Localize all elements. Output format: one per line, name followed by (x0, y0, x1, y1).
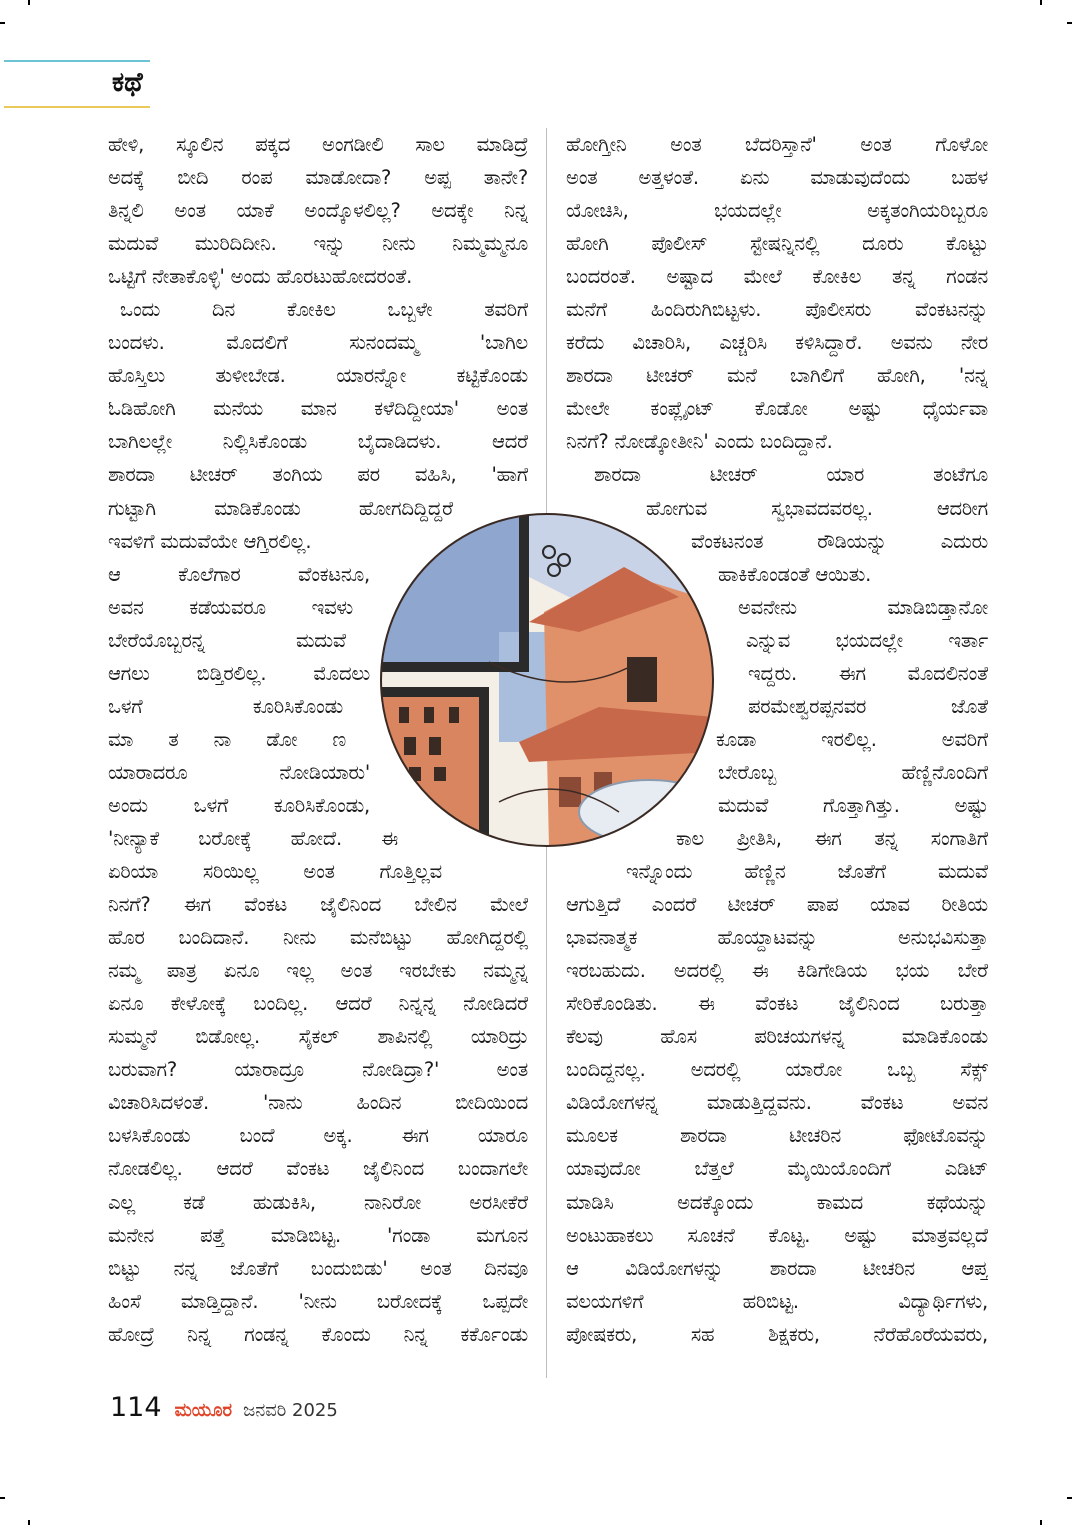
text-line: 'ನೀನ್ಯಾಕೆ ಬರೋಕ್ಕೆ ಹೋದೆ. ಈ (108, 826, 398, 850)
crop-mark (28, 0, 30, 5)
issue-date: ಜನವರಿ 2025 (243, 1400, 338, 1421)
text-line: ಅವನೇನು ಮಾಡಿಬಿಡ್ತಾನೋ (738, 595, 988, 619)
text-line: ವಲಯಗಳಿಗೆ ಹರಿಬಿಟ್ಟ. ವಿದ್ಯಾರ್ಥಿಗಳು, (566, 1289, 988, 1313)
text-line: ಶಾರದಾ ಟೀಚರ್ ತಂಗಿಯ ಪರ ವಹಿಸಿ, 'ಹಾಗೆ (108, 463, 528, 487)
text-line: ಓಡಿಹೋಗಿ ಮನೆಯ ಮಾನ ಕಳೆದಿದ್ದೀಯಾ' ಅಂತ (108, 397, 528, 421)
text-line: ಯೋಚಿಸಿ, ಭಯದಲ್ಲೇ ಅಕ್ಕತಂಗಿಯರಿಬ್ಬರೂ (566, 199, 988, 223)
crop-mark (0, 22, 5, 24)
text-line: ಮಾಡಿಸಿ ಅದಕ್ಕೊಂದು ಕಾಮದ ಕಥೆಯನ್ನು (566, 1190, 988, 1214)
text-line: ಭಾವನಾತ್ಮಕ ಹೊಯ್ದಾಟವನ್ನು ಅನುಭವಿಸುತ್ತಾ (566, 926, 988, 950)
text-line: ಹಾಕಿಕೊಂಡಂತೆ ಆಯಿತು. (718, 562, 872, 586)
text-line: ಪೋಷಕರು, ಸಹ ಶಿಕ್ಷಕರು, ನೆರೆಹೊರೆಯವರು, (566, 1322, 988, 1346)
text-line: ನಮ್ಮ ಪಾತ್ರ ಏನೂ ಇಲ್ಲ ಅಂತ ಇರಬೇಕು ನಮ್ಮನ್ನ (108, 959, 528, 983)
text-line: ವಿಚಾರಿಸಿದಳಂತೆ. 'ನಾನು ಹಿಂದಿನ ಬೀದಿಯಿಂದ (108, 1091, 528, 1115)
story-illustration (379, 512, 715, 848)
text-line: ಮನೇನ ಪತ್ತೆ ಮಾಡಿಬಿಟ್ಟ. 'ಗಂಡಾ ಮಗೂನ (108, 1223, 528, 1247)
text-line: ಕಾಲ ಪ್ರೀತಿಸಿ, ಈಗ ತನ್ನ ಸಂಗಾತಿಗೆ (676, 826, 988, 850)
text-line: ಇದ್ದರು. ಈಗ ಮೊದಲಿನಂತೆ (748, 661, 988, 685)
text-line: ಬಂದಳು. ಮೊದಲಿಗೆ ಸುನಂದಮ್ಮ 'ಬಾಗಿಲ (108, 331, 528, 355)
text-line: ಬರುವಾಗ? ಯಾರಾದ್ರೂ ನೋಡಿದ್ರಾ?' ಅಂತ (108, 1058, 528, 1082)
text-line: ಹೊಸ್ತಿಲು ತುಳೀಬೇಡ. ಯಾರನ್ನೋ ಕಟ್ಟಿಕೊಂಡು (108, 364, 528, 388)
text-line: ಗುಟ್ಟಾಗಿ ಮಾಡಿಕೊಂಡು ಹೋಗದಿದ್ದಿದ್ದರೆ (108, 496, 453, 520)
crop-mark (1040, 1520, 1042, 1525)
text-line: ಹೋಗಿ ಪೊಲೀಸ್ ಸ್ಟೇಷನ್ನಿನಲ್ಲಿ ದೂರು ಕೊಟ್ಟು (566, 232, 988, 256)
crop-mark (28, 1520, 30, 1525)
text-line: ಕರೆದು ವಿಚಾರಿಸಿ, ಎಚ್ಚರಿಸಿ ಕಳಿಸಿದ್ದಾರೆ. ಅವನು ನೇರ (566, 331, 988, 355)
text-line: ಎಲ್ಲ ಕಡೆ ಹುಡುಕಿಸಿ, ನಾನಿರೋ ಅರಸೀಕೆರೆ (108, 1190, 528, 1214)
text-line: ಮದುವೆ ಮುರಿದಿದೀನಿ. ಇನ್ನು ನೀನು ನಿಮ್ಮಮ್ಮನೂ (108, 232, 528, 256)
magazine-logo: ಮಯೂರ (174, 1400, 233, 1421)
text-line: ಒಂದು ದಿನ ಕೋಕಿಲ ಒಬ್ಬಳೇ ತವರಿಗೆ (120, 298, 528, 322)
text-line: ಮೂಲಕ ಶಾರದಾ ಟೀಚರಿನ ಫೋಟೊವನ್ನು (566, 1124, 988, 1148)
text-line: ಅಂಟುಹಾಕಲು ಸೂಚನೆ ಕೊಟ್ಟ. ಅಷ್ಟು ಮಾತ್ರವಲ್ಲದೆ (566, 1223, 988, 1247)
text-line: ಸೇರಿಕೊಂಡಿತು. ಈ ವೆಂಕಟ ಜೈಲಿನಿಂದ ಬರುತ್ತಾ (566, 992, 988, 1016)
text-line: ಆ ವಿಡಿಯೋಗಳನ್ನು ಶಾರದಾ ಟೀಚರಿನ ಆಪ್ತ (566, 1256, 988, 1280)
text-line: ಹೋಗ್ತೀನಿ ಅಂತ ಬೆದರಿಸ್ತಾನೆ' ಅಂತ ಗೊಳೋ (566, 133, 988, 156)
text-line: ಬಾಗಿಲಲ್ಲೇ ನಿಲ್ಲಿಸಿಕೊಂಡು ಬೈದಾಡಿದಳು. ಆದರೆ (108, 430, 528, 454)
text-line: ನೋಡಲಿಲ್ಲ. ಆದರೆ ವೆಂಕಟ ಜೈಲಿನಿಂದ ಬಂದಾಗಲೇ (108, 1157, 528, 1181)
text-line: ಹೊರ ಬಂದಿದಾನೆ. ನೀನು ಮನೆಬಿಟ್ಟು ಹೋಗಿದ್ದರಲ್ಲಿ (108, 926, 528, 950)
text-line: ಮನೆಗೆ ಹಿಂದಿರುಗಿಬಿಟ್ಟಳು. ಪೊಲೀಸರು ವೆಂಕಟನನ್ನು (566, 298, 988, 322)
text-line: ಕೆಲವು ಹೊಸ ಪರಿಚಯಗಳನ್ನ ಮಾಡಿಕೊಂಡು (566, 1025, 988, 1049)
text-line: ಮೇಲೇ ಕಂಪ್ಲೈಂಟ್ ಕೊಡೋ ಅಷ್ಟು ಧೈರ್ಯವಾ (566, 397, 988, 421)
page-number: 114 (110, 1392, 162, 1423)
text-line: ಏರಿಯಾ ಸರಿಯಿಲ್ಲ ಅಂತ ಗೊತ್ತಿಲ್ಲವ (108, 860, 442, 884)
text-line: ಬಂದಿದ್ದನಲ್ಲ. ಅದರಲ್ಲಿ ಯಾರೋ ಒಬ್ಬ ಸೆಕ್ಸ್ (566, 1058, 988, 1082)
text-line: ಸುಮ್ಮನೆ ಬಿಡೋಲ್ಲ. ಸೈಕಲ್ ಶಾಪಿನಲ್ಲಿ ಯಾರಿದ್ರು (108, 1025, 528, 1049)
text-line: ನಿನಗೆ? ಈಗ ವೆಂಕಟ ಜೈಲಿನಿಂದ ಬೇಲಿನ ಮೇಲೆ (108, 893, 528, 917)
text-line: ಒಟ್ಟಿಗೆ ನೇತಾಕೊಳ್ಳಿ' ಅಂದು ಹೊರಟುಹೋದರಂತೆ. (108, 265, 413, 289)
text-line: ತಿನ್ನಲಿ ಅಂತ ಯಾಕೆ ಅಂದ್ಕೊಳಲಿಲ್ಲ? ಅದಕ್ಕೇ ನಿನ್ನ (108, 199, 528, 223)
text-line: ವಿಡಿಯೋಗಳನ್ನ ಮಾಡುತ್ತಿದ್ದವನು. ವೆಂಕಟ ಅವನ (566, 1091, 988, 1115)
text-line: ಯಾವುದೋ ಬೆತ್ತಲೆ ಮೈಯಿಯೊಂದಿಗೆ ಎಡಿಟ್ (566, 1157, 988, 1181)
header-rule-bottom (4, 106, 150, 108)
text-line: ಮದುವೆ ಗೊತ್ತಾಗಿತ್ತು. ಅಷ್ಟು (718, 793, 988, 817)
text-line: ಅದಕ್ಕೆ ಬೀದಿ ರಂಪ ಮಾಡೋದಾ? ಅಪ್ಪ ತಾನೇ? (108, 166, 528, 190)
text-line: ಹಿಂಸೆ ಮಾಡ್ತಿದ್ದಾನೆ. 'ನೀನು ಬರೋದಕ್ಕೆ ಒಪ್ಪದೇ (108, 1289, 528, 1313)
text-line: ಬಳಸಿಕೊಂಡು ಬಂದೆ ಅಕ್ಕ. ಈಗ ಯಾರೂ (108, 1124, 528, 1148)
text-line: ಬಂದರಂತೆ. ಅಷ್ಟಾದ ಮೇಲೆ ಕೋಕಿಲ ತನ್ನ ಗಂಡನ (566, 265, 988, 289)
text-line: ಆಗಲು ಬಿಡ್ತಿರಲಿಲ್ಲ. ಮೊದಲು (108, 661, 370, 685)
text-line: ಎನ್ನುವ ಭಯದಲ್ಲೇ ಇರ್ತಾ (746, 628, 988, 652)
text-line: ಶಾರದಾ ಟೀಚರ್ ಮನೆ ಬಾಗಿಲಿಗೆ ಹೋಗಿ, 'ನನ್ನ (566, 364, 988, 388)
text-line: ಹೋಗುವ ಸ್ವಭಾವದವರಲ್ಲ. ಆದರೀಗ (646, 496, 988, 520)
text-line: ಬೇರೆಯೊಬ್ಬರನ್ನ ಮದುವೆ (108, 628, 346, 652)
text-line: ಬಿಟ್ಟು ನನ್ನ ಜೊತೆಗೆ ಬಂದುಬಿಡು' ಅಂತ ದಿನವೂ (108, 1256, 528, 1280)
crop-mark (1067, 22, 1072, 24)
text-line: ಅಂದು ಒಳಗೆ ಕೂರಿಸಿಕೊಂಡು, (108, 793, 370, 817)
text-line: ಮಾ ತ ನಾ ಡೋ ಣ (108, 727, 346, 751)
page-footer (110, 1392, 338, 1432)
text-line: ಯಾರಾದರೂ ನೋಡಿಯಾರು' (108, 760, 370, 784)
text-line: ವೆಂಕಟನಂತ ರೌಡಿಯನ್ನು ಎದುರು (691, 529, 988, 553)
text-line: ಶಾರದಾ ಟೀಚರ್ ಯಾರ ತಂಟೆಗೂ (594, 463, 988, 487)
text-line: ಆಗುತ್ತಿದೆ ಎಂದರೆ ಟೀಚರ್ ಪಾಪ ಯಾವ ರೀತಿಯ (566, 893, 988, 917)
header-rule-top (4, 60, 150, 62)
crop-mark (1040, 0, 1042, 5)
text-line: ನಿನಗೆ? ನೋಡ್ಕೋತೀನಿ' ಎಂದು ಬಂದಿದ್ದಾನೆ. (566, 430, 833, 454)
text-line: ಪರಮೇಶ್ವರಪ್ಪನವರ ಜೊತೆ (748, 694, 988, 718)
text-line: ಇವಳಿಗೆ ಮದುವೆಯೇ ಆಗ್ತಿರಲಿಲ್ಲ. (108, 529, 312, 553)
text-line: ಆ ಕೊಲೆಗಾರ ವೆಂಕಟನೂ, (108, 562, 370, 586)
text-line: ಹೋದ್ರೆ ನಿನ್ನ ಗಂಡನ್ನ ಕೊಂದು ನಿನ್ನ ಕರ್ಕೊಂಡು (108, 1322, 528, 1346)
text-line: ಬೇರೊಬ್ಬ ಹೆಣ್ಣಿನೊಂದಿಗೆ (718, 760, 988, 784)
text-line: ಕೂಡಾ ಇರಲಿಲ್ಲ. ಅವರಿಗೆ (716, 727, 988, 751)
section-title: ಕಥೆ (112, 67, 143, 98)
text-line: ಹೇಳಿ, ಸ್ಕೂಲಿನ ಪಕ್ಕದ ಅಂಗಡೀಲಿ ಸಾಲ ಮಾಡಿದ್ರೆ (108, 133, 528, 156)
text-line: ಇರಬಹುದು. ಅದರಲ್ಲಿ ಈ ಕಿಡಿಗೇಡಿಯ ಭಯ ಬೇರೆ (566, 959, 988, 983)
crop-mark (1067, 1497, 1072, 1499)
crop-mark (0, 1497, 5, 1499)
text-line: ಅಂತ ಅತ್ತಳಂತೆ. ಏನು ಮಾಡುವುದೆಂದು ಬಹಳ (566, 166, 988, 190)
text-line: ಒಳಗೆ ಕೂರಿಸಿಕೊಂಡು (108, 694, 343, 718)
text-line: ಏನೂ ಕೇಳೋಕ್ಕೆ ಬಂದಿಲ್ಲ. ಆದರೆ ನಿನ್ನನ್ನ ನೋಡಿದರೆ (108, 992, 528, 1016)
text-line: ಇನ್ನೊಂದು ಹೆಣ್ಣಿನ ಜೊತೆಗೆ ಮದುವೆ (626, 860, 988, 884)
text-line: ಅವನ ಕಡೆಯವರೂ ಇವಳು (108, 595, 353, 619)
